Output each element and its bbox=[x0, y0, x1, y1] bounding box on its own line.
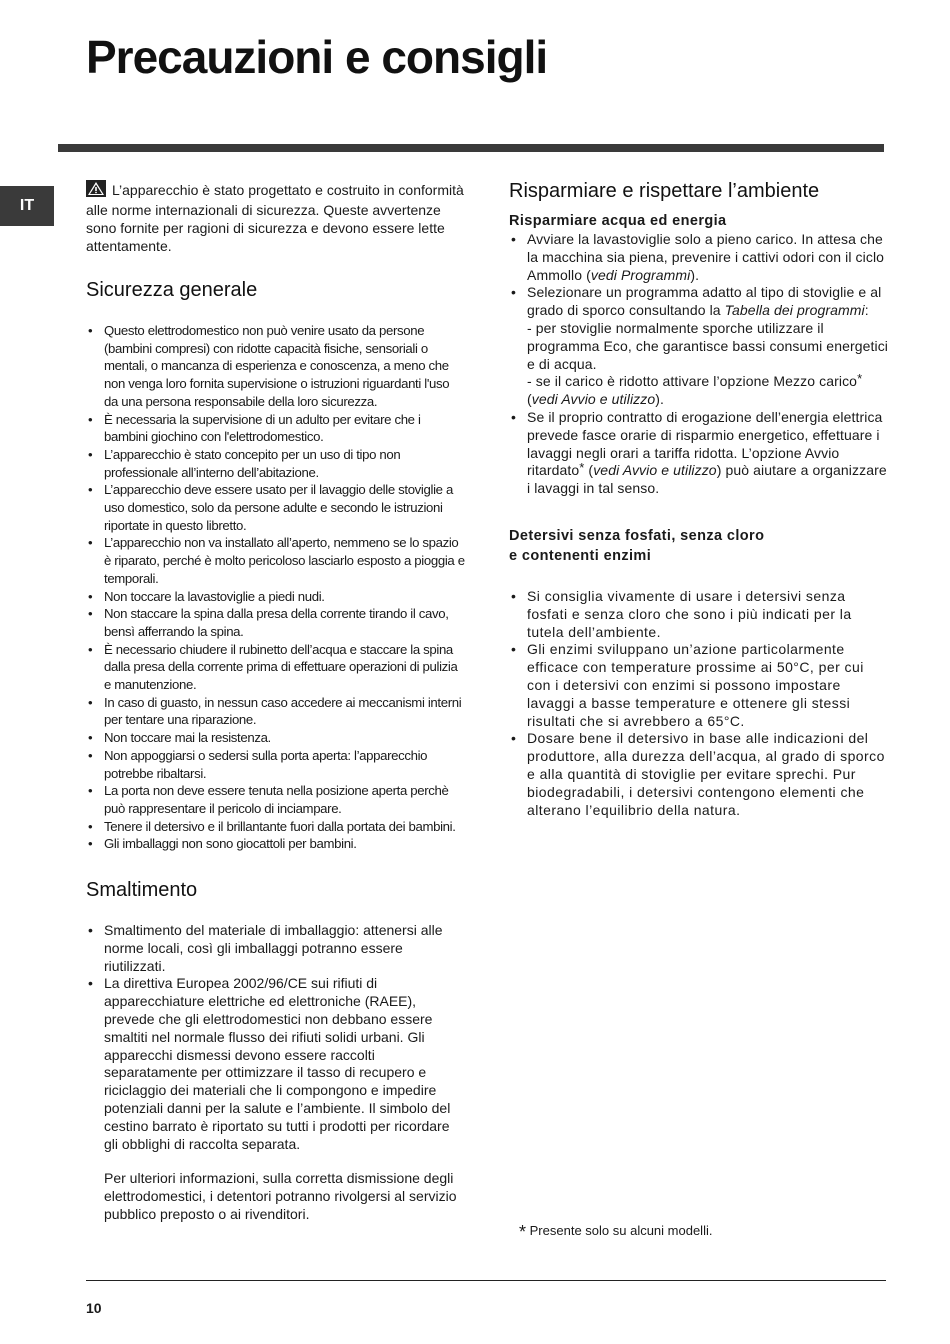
right-column bbox=[509, 180, 889, 819]
list-item: • L’apparecchio deve essere usato per il lavaggio delle stoviglie a uso domestico, solo da persone adulte e secondo le istruzioni riportate in questo libretto. bbox=[86, 481, 466, 534]
sicurezza-heading: Sicurezza generale bbox=[86, 279, 258, 301]
detersivi-subheading: Detersivi senza fosfati, senza cloro e contenenti enzimi bbox=[509, 527, 765, 564]
list-item: • Non toccare mai la resistenza. bbox=[86, 729, 466, 747]
title-rule bbox=[58, 144, 884, 152]
list-item: • Non toccare la lavastoviglie a piedi nudi. bbox=[86, 588, 466, 606]
list-item: • In caso di guasto, in nessun caso accedere ai meccanismi interni per tentare una riparazione. bbox=[86, 694, 466, 729]
page-number: 10 bbox=[86, 1300, 102, 1316]
list-item: • Non appoggiarsi o sedersi sulla porta aperta: l’apparecchio potrebbe ribaltarsi. bbox=[86, 747, 466, 782]
acqua-subheading: Risparmiare acqua ed energia bbox=[509, 213, 727, 229]
page-title: Precauzioni e consigli bbox=[86, 31, 548, 83]
intro-paragraph bbox=[86, 180, 466, 255]
list-item: • L’apparecchio non va installato all’aperto, nemmeno se lo spazio è riparato, perché è molto pericoloso lasciarlo esposto a pioggia e temporali. bbox=[86, 534, 466, 587]
footnote-text: Presente solo su alcuni modelli. bbox=[529, 1223, 713, 1238]
smaltimento-heading: Smaltimento bbox=[86, 879, 198, 902]
list-item: • Gli enzimi sviluppano un’azione particolarmente efficace con temperature prossime ai 50°C, per cui con i detersivi con enzimi si possono impostare lavaggi a basse temperature e ottenere gli stessi risultati che si avrebbero a 65°C. bbox=[509, 641, 889, 730]
warning-icon bbox=[86, 180, 106, 201]
footnote bbox=[519, 1222, 712, 1243]
detersivi-list bbox=[509, 588, 889, 819]
list-item: • Se il proprio contratto di erogazione dell’energia elettrica prevede fasce orarie di risparmio energetico, effettuare i lavaggi negli orari a tariffa ridotta. L’opzione Avvio ritardato* (vedi Avvio e utilizzo) può aiutare a organizzare i lavaggi in tal senso. bbox=[509, 409, 889, 498]
list-item: • Non staccare la spina dalla presa della corrente tirando il cavo, bensì afferrando la spina. bbox=[86, 605, 466, 640]
list-item: • Tenere il detersivo e il brillantante fuori dalla portata dei bambini. bbox=[86, 818, 466, 836]
bottom-rule bbox=[86, 1280, 886, 1281]
left-column bbox=[86, 180, 466, 1223]
list-item: • La direttiva Europea 2002/96/CE sui rifiuti di apparecchiature elettriche ed elettroniche (RAEE), prevede che gli elettrodomestici non debbano essere smaltiti nel normale flusso dei rifiuti solidi urbani. Gli apparecchi dismessi devono essere raccolti separatamente per ottimizzare il tasso di recupero e riciclaggio dei materiali che li compongono e impedire potenziali danni per la salute e l’ambiente. Il simbolo del cestino barrato è riportato su tutti i prodotti per ricordare gli obblighi di raccolta separata. bbox=[86, 975, 466, 1153]
list-item: • È necessaria la supervisione di un adulto per evitare che i bambini giochino con l'elettrodomestico. bbox=[86, 411, 466, 446]
list-item: • Dosare bene il detersivo in base alle indicazioni del produttore, alla durezza dell’acqua, al grado di sporco e alla quantità di stoviglie per evitare sprechi. Pur biodegradabili, i detersivi contengono elementi che alterano l’equilibrio della natura. bbox=[509, 730, 889, 819]
intro-text: L’apparecchio è stato progettato e costruito in conformità alle norme internazionali di sicurezza. Queste avvertenze sono fornite per ragioni di sicurezza e devono essere lette attentamente. bbox=[86, 182, 464, 254]
list-item: • Avviare la lavastoviglie solo a pieno carico. In attesa che la macchina sia piena, prevenire i cattivi odori con il ciclo Ammollo (vedi Programmi). bbox=[509, 231, 889, 284]
list-item: • Gli imballaggi non sono giocattoli per bambini. bbox=[86, 835, 466, 853]
footnote-marker: * bbox=[857, 371, 863, 387]
acqua-list bbox=[509, 231, 889, 498]
language-tab: IT bbox=[0, 186, 54, 226]
list-item: • Si consiglia vivamente di usare i detersivi senza fosfati e senza cloro che sono i più indicati per la tutela dell’ambiente. bbox=[509, 588, 889, 641]
footnote-star: * bbox=[519, 1222, 527, 1242]
list-item: • Questo elettrodomestico non può venire usato da persone (bambini compresi) con ridotte capacità fisiche, sensoriali o mentali, o mancanza di esperienza e conoscenza, a meno che non venga loro fornita supervisione o istruzioni riguardanti l'uso da una persona responsabile della loro sicurezza. bbox=[86, 322, 466, 411]
smaltimento-closing: Per ulteriori informazioni, sulla corretta dismissione degli elettrodomestici, i detentori potranno rivolgersi al servizio pubblico preposto o ai rivenditori. bbox=[104, 1170, 457, 1223]
list-item: • È necessario chiudere il rubinetto dell’acqua e staccare la spina dalla presa della corrente prima di effettuare operazioni di pulizia e manutenzione. bbox=[86, 641, 466, 694]
footnote-marker: * bbox=[579, 460, 585, 476]
smaltimento-list bbox=[86, 922, 466, 1153]
ambiente-heading: Risparmiare e rispettare l’ambiente bbox=[509, 180, 820, 202]
list-item: • L’apparecchio è stato concepito per un uso di tipo non professionale all’interno dell’abitazione. bbox=[86, 446, 466, 481]
list-item: • La porta non deve essere tenuta nella posizione aperta perchè può rappresentare il pericolo di inciampare. bbox=[86, 782, 466, 817]
list-item: • Selezionare un programma adatto al tipo di stoviglie e al grado di sporco consultando la Tabella dei programmi: - per stoviglie normalmente sporche utilizzare il programma Eco, che garantisce bassi consumi energetici e di acqua. - se il carico è ridotto attivare l’opzione Mezzo carico* (vedi Avvio e utilizzo). bbox=[509, 284, 889, 409]
sicurezza-list bbox=[86, 322, 466, 853]
list-item: • Smaltimento del materiale di imballaggio: attenersi alle norme locali, così gli imballaggi potranno essere riutilizzati. bbox=[86, 922, 466, 975]
